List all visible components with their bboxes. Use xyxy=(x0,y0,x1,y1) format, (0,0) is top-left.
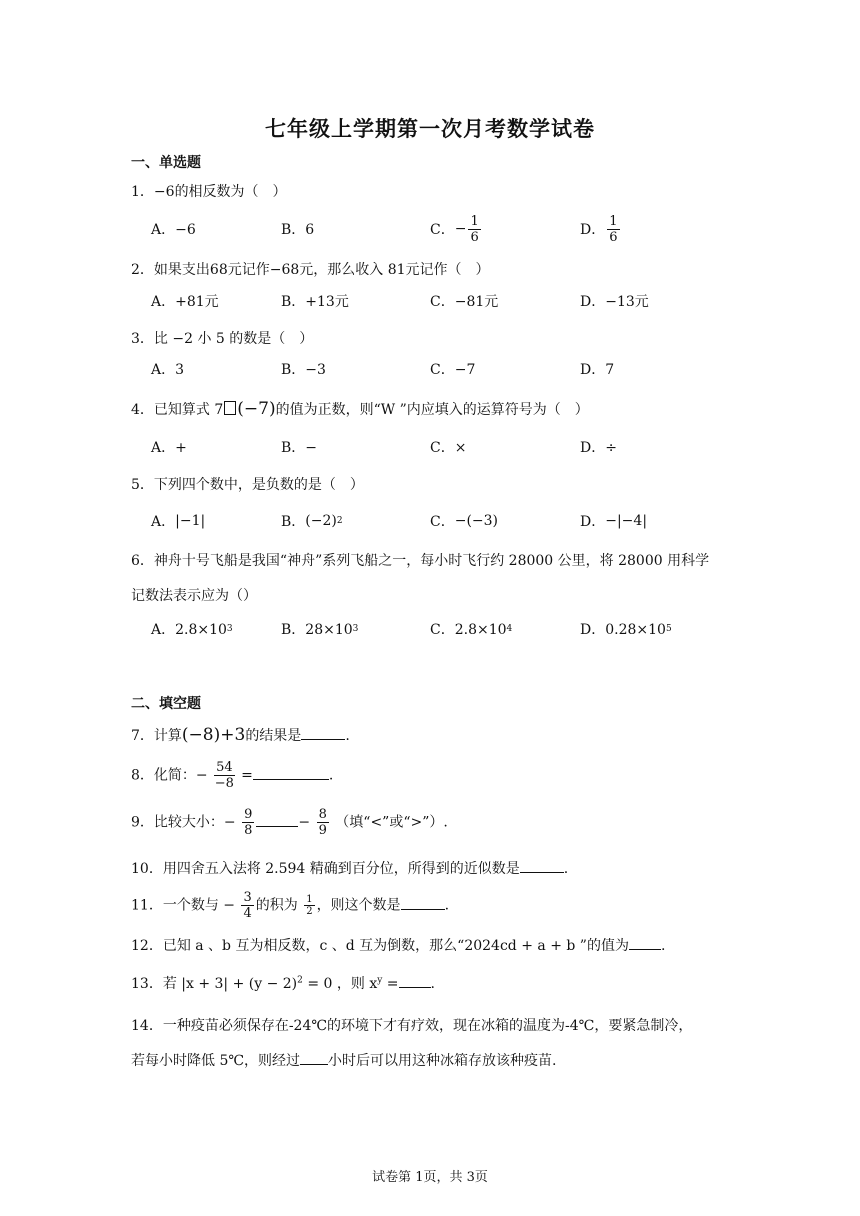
option-a[interactable]: A．+ xyxy=(151,440,187,456)
question-7-end: . xyxy=(345,728,350,744)
question-3-options xyxy=(151,352,751,386)
fraction-numerator: 1 xyxy=(609,213,618,229)
answer-blank[interactable] xyxy=(301,725,345,740)
option-c-label: C． xyxy=(430,514,455,530)
answer-blank[interactable] xyxy=(520,858,564,873)
page-footer: 试卷第 1页，共 3页 xyxy=(372,1170,488,1185)
question-13-mid: = 0 ，则 x xyxy=(302,976,378,992)
question-11-mid: 的积为 xyxy=(255,897,298,914)
question-7 xyxy=(131,725,350,745)
question-13-pre: 13．若 |x + 3| + (y − 2) xyxy=(131,976,298,992)
question-7-post: 的结果是 xyxy=(245,728,302,744)
question-7-expression: (−8)+3 xyxy=(181,725,246,745)
option-a[interactable]: A．3 xyxy=(151,362,185,378)
blank-box-icon xyxy=(224,401,236,415)
question-1-value: −6 xyxy=(153,184,175,200)
option-d-value: D．0.28×10 xyxy=(580,622,666,638)
option-a-value: A．2.8×10 xyxy=(151,622,227,638)
option-b[interactable]: B．− xyxy=(281,440,318,456)
answer-blank[interactable] xyxy=(256,812,298,827)
question-13-exponent-y: y xyxy=(377,975,383,986)
question-2-options xyxy=(151,284,751,318)
option-b[interactable] xyxy=(281,612,358,646)
question-6-options xyxy=(151,612,751,646)
option-c[interactable]: C．−81元 xyxy=(430,294,499,310)
option-c[interactable] xyxy=(430,212,483,246)
question-10-text: 10．用四舍五入法将 2.594 精确到百分位，所得到的近似数是 xyxy=(131,861,520,877)
fraction-numerator: 9 xyxy=(244,807,253,822)
question-11-post: ，则这个数是 xyxy=(316,897,401,914)
fraction-numerator: 8 xyxy=(318,807,327,822)
question-13 xyxy=(131,973,435,993)
question-14-line-2b: 小时后可以用这种冰箱存放该种疫苗. xyxy=(328,1053,557,1069)
question-10-end: . xyxy=(563,861,569,877)
question-3: 3．比 −2 小 5 的数是（ ） xyxy=(131,331,314,347)
fraction-denominator: 9 xyxy=(318,823,327,838)
question-14-line-1: 14．一种疫苗必须保存在-24℃的环境下才有疗效，现在冰箱的温度为-4℃，要紧急制冷， xyxy=(131,1018,693,1034)
question-11-fraction-2 xyxy=(304,894,314,917)
option-d[interactable] xyxy=(580,212,622,246)
option-a[interactable]: A．−6 xyxy=(151,222,196,238)
fraction-denominator: 2 xyxy=(306,906,313,917)
option-c[interactable]: C．−7 xyxy=(430,362,476,378)
answer-blank[interactable] xyxy=(253,765,329,780)
option-b-value: (−2) xyxy=(305,513,337,529)
answer-blank[interactable] xyxy=(300,1050,328,1065)
question-8-equals: = xyxy=(241,767,253,784)
question-1 xyxy=(131,181,287,201)
fraction-numerator: 3 xyxy=(243,890,252,905)
option-a[interactable] xyxy=(151,504,205,538)
question-12 xyxy=(131,935,665,955)
question-6-line-1: 6．神舟十号飞船是我国“神舟”系列飞船之一，每小时飞行约 28000 公里，将 28000 用科学 xyxy=(131,553,710,569)
option-c-value: −(−3) xyxy=(454,513,499,529)
answer-blank[interactable] xyxy=(629,935,661,950)
question-10 xyxy=(131,858,568,878)
question-1-options xyxy=(151,212,751,246)
option-a-exponent: 3 xyxy=(226,624,233,634)
question-6-line-2: 记数法表示应为（） xyxy=(131,588,257,604)
option-a[interactable]: A．+81元 xyxy=(151,294,219,310)
option-d[interactable]: D．7 xyxy=(580,362,615,378)
question-8-end: . xyxy=(328,767,334,784)
option-b[interactable]: B．+13元 xyxy=(281,294,349,310)
option-c-exponent: 4 xyxy=(506,624,513,634)
option-d-label: D． xyxy=(580,222,606,238)
fraction-numerator: 1 xyxy=(306,894,313,905)
section-heading-fill-in: 二、填空题 xyxy=(131,696,201,712)
option-d-exponent: 5 xyxy=(665,624,672,634)
question-12-text: 12．已知 a 、b 互为相反数，c 、d 互为倒数，那么“2024cd + a + b ”的值为 xyxy=(131,938,629,954)
question-4-pre: 4．已知算式 7 xyxy=(131,402,224,418)
question-14-line-2a: 若每小时降低 5℃，则经过 xyxy=(131,1053,301,1069)
option-a-value: |−1| xyxy=(175,513,206,529)
question-4 xyxy=(131,399,589,419)
option-c-sign: − xyxy=(454,221,467,237)
fraction-denominator: −8 xyxy=(214,776,234,791)
option-d[interactable] xyxy=(580,612,672,646)
option-b-label: B． xyxy=(281,514,306,530)
fraction-denominator: 6 xyxy=(609,229,618,245)
option-b-value: B．28×10 xyxy=(281,622,353,638)
option-c[interactable]: C．× xyxy=(430,440,467,456)
question-5-options xyxy=(151,504,751,538)
answer-blank[interactable] xyxy=(399,973,431,988)
question-14-line-2 xyxy=(131,1050,556,1070)
question-8-pre: 8．化简：− xyxy=(131,767,208,784)
fraction-denominator: 8 xyxy=(244,823,253,838)
option-c[interactable] xyxy=(430,504,498,538)
question-13-post: = xyxy=(382,976,399,992)
question-9-minus: − xyxy=(298,814,311,831)
option-c-fraction xyxy=(468,214,480,245)
question-4-operand: (−7) xyxy=(237,399,276,419)
option-b-exponent: 2 xyxy=(336,516,343,526)
section-heading-single-choice: 一、单选题 xyxy=(131,155,201,171)
question-5: 5．下列四个数中，是负数的是（ ） xyxy=(131,477,364,493)
fraction-numerator: 54 xyxy=(216,760,233,775)
option-c-value: C．2.8×10 xyxy=(430,622,507,638)
question-1-number: 1． xyxy=(131,184,154,200)
question-2: 2．如果支出68元记作−68元，那么收入 81元记作（ ） xyxy=(131,262,490,278)
option-b[interactable]: B．6 xyxy=(281,222,315,238)
answer-blank[interactable] xyxy=(401,895,445,910)
question-13-end: . xyxy=(430,976,435,992)
question-11-fraction-1 xyxy=(241,890,253,921)
fraction-denominator: 4 xyxy=(243,906,252,921)
question-9-pre: 9．比较大小：− xyxy=(131,814,236,831)
question-9 xyxy=(131,807,448,838)
option-a-label: A． xyxy=(151,514,176,530)
option-a[interactable] xyxy=(151,612,233,646)
option-d[interactable] xyxy=(580,504,647,538)
fraction-numerator: 1 xyxy=(470,213,479,229)
option-b-exponent: 3 xyxy=(352,624,359,634)
question-8 xyxy=(131,760,333,791)
option-c-label: C． xyxy=(430,222,455,238)
option-d-label: D． xyxy=(580,514,606,530)
question-1-text: 的相反数为（ ） xyxy=(174,184,287,200)
question-9-fraction-1 xyxy=(242,807,254,838)
page-title: 七年级上学期第一次月考数学试卷 xyxy=(265,116,595,141)
option-d-fraction xyxy=(607,214,619,245)
question-8-fraction xyxy=(214,760,235,791)
question-11-pre: 11．一个数与 − xyxy=(131,897,235,914)
question-11 xyxy=(131,890,449,921)
option-b[interactable] xyxy=(281,504,343,538)
option-d[interactable]: D．÷ xyxy=(580,440,617,456)
question-13-exponent: 2 xyxy=(297,975,303,986)
option-d[interactable]: D．−13元 xyxy=(580,294,649,310)
question-4-options xyxy=(151,430,751,464)
question-9-post: （填“<”或“>”）. xyxy=(335,814,448,831)
question-7-pre: 7．计算 xyxy=(131,728,182,744)
question-11-end: . xyxy=(444,897,450,914)
question-4-post: 的值为正数，则“W ”内应填入的运算符号为（ ） xyxy=(275,402,589,418)
question-9-fraction-2 xyxy=(317,807,329,838)
question-12-end: . xyxy=(660,938,666,954)
option-c[interactable] xyxy=(430,612,512,646)
option-b[interactable]: B．−3 xyxy=(281,362,326,378)
fraction-denominator: 6 xyxy=(470,229,479,245)
option-d-value: −|−4| xyxy=(605,513,648,529)
